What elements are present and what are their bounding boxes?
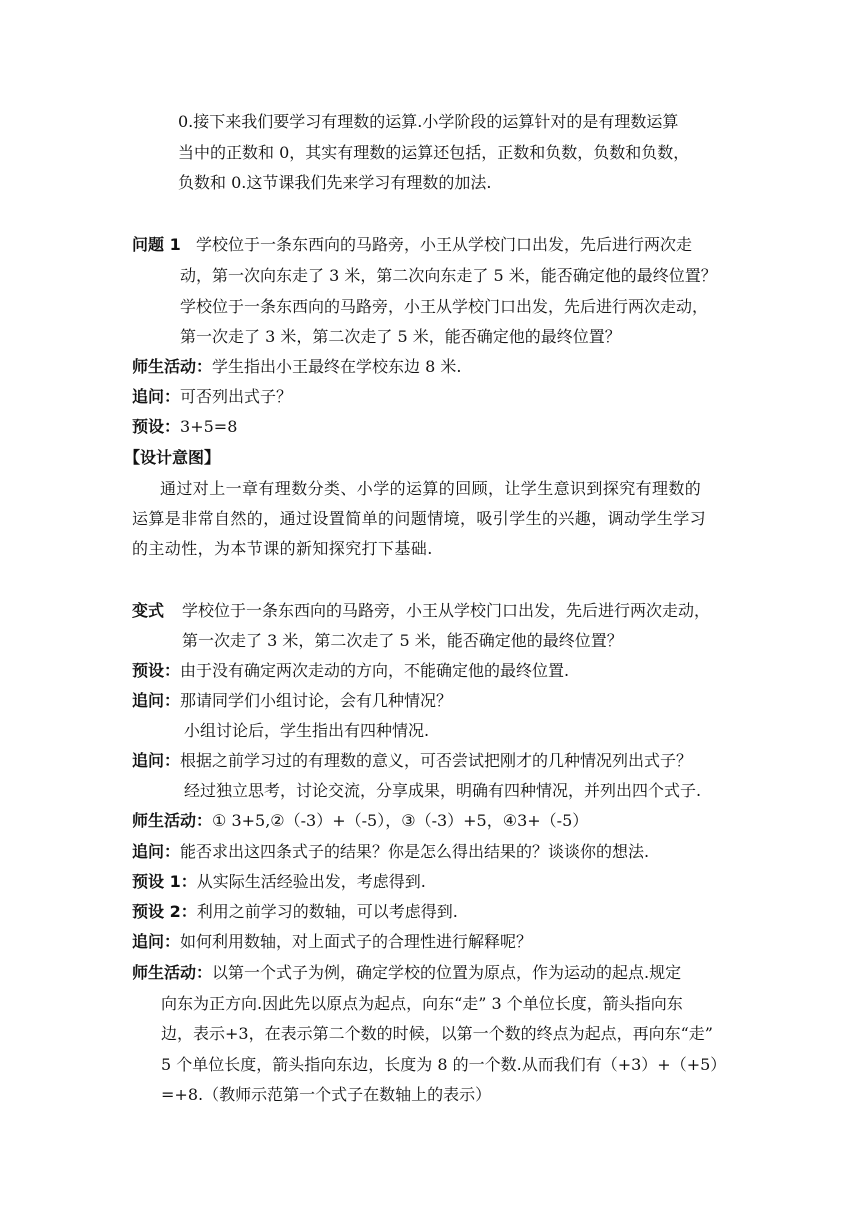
preset2-label: 预设： — [132, 661, 181, 680]
preset1 — [132, 417, 237, 437]
preset3-text: 从实际生活经验出发，考虑得到. — [196, 872, 426, 891]
preset4 — [132, 902, 458, 922]
activity2-text: ① 3+5,②（-3）+（-5），③（-3）+5，④3+（-5） — [212, 811, 589, 830]
ask5 — [132, 932, 532, 952]
design-heading: 【设计意图】 — [124, 448, 221, 467]
preset1-label: 预设： — [132, 417, 181, 436]
activity3-line-1: 向东为正方向.因此先以原点为起点，向东“走” 3 个单位长度，箭头指向东 — [161, 994, 683, 1013]
problem1-line-2: 动，第一次向东走了 3 米，第二次向东走了 5 米，能否确定他的最终位置？ — [180, 266, 717, 285]
preset1-text: 3+5=8 — [180, 417, 238, 436]
activity1-label: 师生活动： — [132, 357, 213, 376]
ask5-label: 追问： — [132, 932, 181, 951]
ask4-label: 追问： — [132, 842, 181, 861]
problem1-line-3: 学校位于一条东西向的马路旁，小王从学校门口出发，先后进行两次走动， — [180, 297, 709, 316]
intro-line-3: 负数和 0.这节课我们先来学习有理数的加法. — [178, 173, 492, 192]
ask1-text: 可否列出式子？ — [180, 387, 293, 406]
ask1 — [132, 387, 292, 407]
activity2 — [132, 811, 588, 831]
activity3-line-4: =+8.（教师示范第一个式子在数轴上的表示） — [161, 1085, 492, 1104]
ask2 — [132, 691, 452, 711]
ask2-follow: 小组讨论后，学生指出有四种情况. — [184, 721, 430, 740]
design-line-3: 的主动性，为本节课的新知探究打下基础. — [132, 539, 433, 558]
ask3-follow: 经过独立思考，讨论交流，分享成果，明确有四种情况，并列出四个式子. — [184, 781, 702, 800]
activity3-line-3: 5 个单位长度，箭头指向东边，长度为 8 的一个数.从而我们有（+3）+（+5） — [161, 1055, 727, 1074]
ask2-text: 那请同学们小组讨论，会有几种情况？ — [180, 691, 453, 710]
ask3 — [132, 751, 692, 771]
preset3 — [132, 872, 426, 892]
activity3-line-2: 边，表示+3，在表示第二个数的时候，以第一个数的终点为起点，再向东“走” — [161, 1024, 713, 1043]
design-line-1: 通过对上一章有理数分类、小学的运算的回顾，让学生意识到探究有理数的 — [160, 479, 702, 498]
ask1-label: 追问： — [132, 387, 181, 406]
ask4 — [132, 842, 649, 862]
preset2-text: 由于没有确定两次走动的方向，不能确定他的最终位置. — [180, 661, 570, 680]
problem1-label: 问题 1 — [132, 235, 181, 254]
activity3-label: 师生活动： — [132, 963, 213, 982]
variant-line-2: 第一次走了 3 米，第二次走了 5 米，能否确定他的最终位置？ — [182, 631, 623, 650]
activity2-label: 师生活动： — [132, 811, 213, 830]
activity3 — [132, 963, 681, 983]
preset3-label: 预设 1： — [132, 872, 197, 891]
ask4-text: 能否求出这四条式子的结果？你是怎么得出结果的？谈谈你的想法. — [180, 842, 650, 861]
intro-line-1: 0.接下来我们要学习有理数的运算.小学阶段的运算针对的是有理数运算 — [178, 112, 679, 131]
preset4-text: 利用之前学习的数轴，可以考虑得到. — [196, 902, 458, 921]
activity3-first: 以第一个式子为例，确定学校的位置为原点，作为运动的起点.规定 — [212, 963, 682, 982]
ask3-text: 根据之前学习过的有理数的意义，可否尝试把刚才的几种情况列出式子？ — [180, 751, 693, 770]
preset4-label: 预设 2： — [132, 902, 197, 921]
problem1-line-1: 学校位于一条东西向的马路旁，小王从学校门口出发，先后进行两次走 — [196, 235, 693, 254]
intro-line-2: 当中的正数和 0，其实有理数的运算还包括，正数和负数，负数和负数， — [178, 143, 690, 162]
variant-label: 变式 — [132, 601, 165, 620]
design-line-2: 运算是非常自然的，通过设置简单的问题情境，吸引学生的兴趣，调动学生学习 — [132, 509, 707, 528]
variant-line-1: 学校位于一条东西向的马路旁，小王从学校门口出发，先后进行两次走动， — [182, 601, 711, 620]
problem1-line-4: 第一次走了 3 米，第二次走了 5 米，能否确定他的最终位置？ — [180, 327, 621, 346]
preset2 — [132, 661, 569, 681]
ask5-text: 如何利用数轴，对上面式子的合理性进行解释呢？ — [180, 932, 533, 951]
activity1-text: 学生指出小王最终在学校东边 8 米. — [212, 357, 462, 376]
ask2-label: 追问： — [132, 691, 181, 710]
activity1 — [132, 357, 461, 377]
ask3-label: 追问： — [132, 751, 181, 770]
